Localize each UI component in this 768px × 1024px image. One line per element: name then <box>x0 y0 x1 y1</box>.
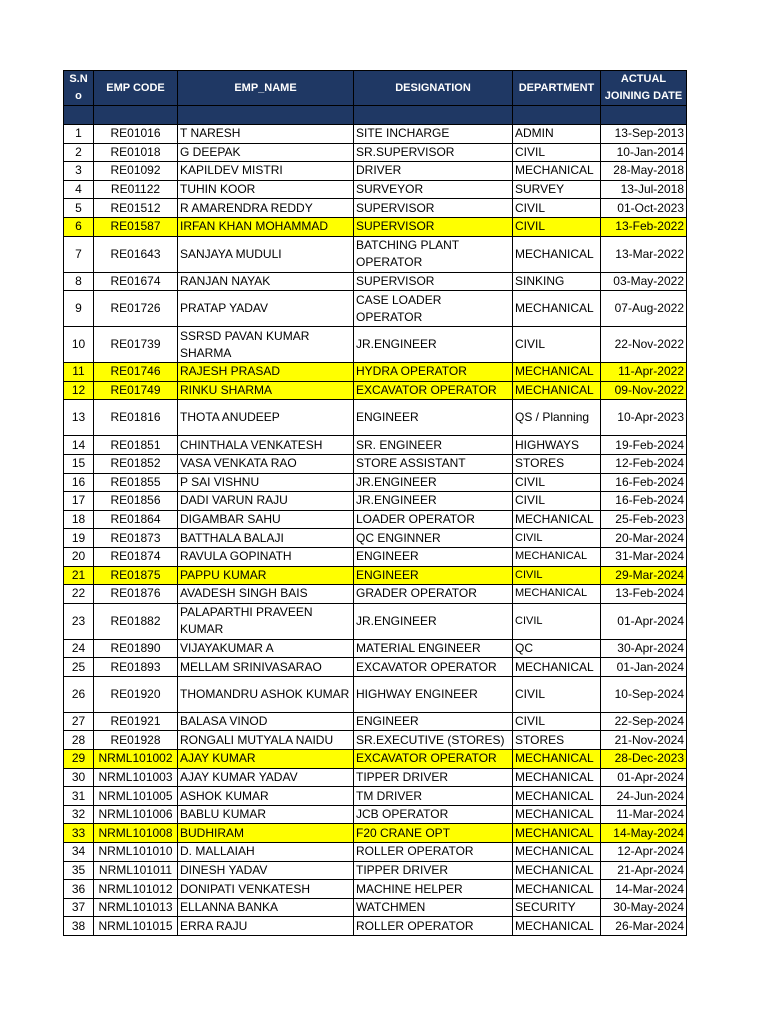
header-joining-date: ACTUAL JOINING DATE <box>601 71 687 106</box>
header-row <box>64 71 687 106</box>
cell-emp-name: BALASA VINOD <box>178 712 354 731</box>
header-sno: S.N o <box>64 71 94 106</box>
table-row <box>64 492 687 511</box>
table-row <box>64 824 687 843</box>
cell-designation: STORE ASSISTANT <box>354 454 513 473</box>
table-row <box>64 291 687 327</box>
cell-department: ADMIN <box>513 125 601 144</box>
cell-emp-code: RE01018 <box>94 143 178 162</box>
cell-sno: 1 <box>64 125 94 144</box>
cell-department: MECHANICAL <box>513 658 601 677</box>
cell-emp-code: RE01851 <box>94 436 178 455</box>
cell-joining-date: 13-Feb-2024 <box>601 585 687 604</box>
cell-department: HIGHWAYS <box>513 436 601 455</box>
cell-department: CIVIL <box>513 712 601 731</box>
cell-emp-name: BATTHALA BALAJI <box>178 529 354 548</box>
table-row <box>64 217 687 236</box>
cell-emp-name: THOTA ANUDEEP <box>178 400 354 436</box>
cell-designation: ROLLER OPERATOR <box>354 843 513 862</box>
table-row <box>64 510 687 529</box>
cell-designation: ENGINEER <box>354 400 513 436</box>
cell-sno: 35 <box>64 861 94 880</box>
cell-designation: JR.ENGINEER <box>354 327 513 363</box>
cell-emp-code: RE01856 <box>94 492 178 511</box>
cell-joining-date: 13-Sep-2013 <box>601 125 687 144</box>
table-row <box>64 805 687 824</box>
cell-emp-code: RE01092 <box>94 162 178 181</box>
cell-emp-name: VASA VENKATA RAO <box>178 454 354 473</box>
cell-emp-name: DONIPATI VENKATESH <box>178 880 354 899</box>
cell-emp-name: BABLU KUMAR <box>178 805 354 824</box>
cell-department: MECHANICAL <box>513 750 601 769</box>
cell-sno: 27 <box>64 712 94 731</box>
cell-joining-date: 29-Mar-2024 <box>601 566 687 585</box>
cell-emp-code: NRML101011 <box>94 861 178 880</box>
cell-emp-name: VIJAYAKUMAR A <box>178 639 354 658</box>
cell-emp-name: AJAY KUMAR YADAV <box>178 768 354 787</box>
table-row <box>64 750 687 769</box>
table-row <box>64 547 687 566</box>
cell-emp-code: RE01875 <box>94 566 178 585</box>
cell-joining-date: 03-May-2022 <box>601 272 687 291</box>
cell-emp-code: RE01587 <box>94 217 178 236</box>
cell-designation: ROLLER OPERATOR <box>354 917 513 936</box>
cell-sno: 3 <box>64 162 94 181</box>
cell-designation: SUPERVISOR <box>354 217 513 236</box>
cell-designation: SUPERVISOR <box>354 199 513 218</box>
table-row <box>64 143 687 162</box>
cell-joining-date: 01-Oct-2023 <box>601 199 687 218</box>
cell-department: MECHANICAL <box>513 861 601 880</box>
cell-designation: QC ENGINNER <box>354 529 513 548</box>
header-blank-cell <box>64 106 94 125</box>
cell-joining-date: 12-Apr-2024 <box>601 843 687 862</box>
cell-department: CIVIL <box>513 529 601 548</box>
header-blank-cell <box>601 106 687 125</box>
cell-sno: 36 <box>64 880 94 899</box>
cell-sno: 20 <box>64 547 94 566</box>
cell-emp-name: ELLANNA BANKA <box>178 898 354 917</box>
cell-joining-date: 01-Jan-2024 <box>601 658 687 677</box>
cell-sno: 33 <box>64 824 94 843</box>
cell-sno: 10 <box>64 327 94 363</box>
cell-department: CIVIL <box>513 327 601 363</box>
cell-emp-code: RE01874 <box>94 547 178 566</box>
cell-emp-code: NRML101008 <box>94 824 178 843</box>
cell-joining-date: 07-Aug-2022 <box>601 291 687 327</box>
cell-department: CIVIL <box>513 603 601 639</box>
cell-designation: CASE LOADER OPERATOR <box>354 291 513 327</box>
cell-emp-name: SANJAYA MUDULI <box>178 236 354 272</box>
table-row <box>64 180 687 199</box>
table-row <box>64 381 687 400</box>
cell-emp-name: MELLAM SRINIVASARAO <box>178 658 354 677</box>
cell-designation: ENGINEER <box>354 547 513 566</box>
cell-designation: SUPERVISOR <box>354 272 513 291</box>
cell-joining-date: 19-Feb-2024 <box>601 436 687 455</box>
cell-designation: EXCAVATOR OPERATOR <box>354 381 513 400</box>
cell-designation: ENGINEER <box>354 712 513 731</box>
cell-emp-name: G DEEPAK <box>178 143 354 162</box>
table-row <box>64 639 687 658</box>
cell-emp-name: KAPILDEV MISTRI <box>178 162 354 181</box>
table-row <box>64 566 687 585</box>
cell-joining-date: 01-Apr-2024 <box>601 768 687 787</box>
header-blank-cell <box>178 106 354 125</box>
cell-sno: 31 <box>64 787 94 806</box>
cell-sno: 25 <box>64 658 94 677</box>
table-row <box>64 861 687 880</box>
cell-joining-date: 30-May-2024 <box>601 898 687 917</box>
cell-designation: WATCHMEN <box>354 898 513 917</box>
cell-joining-date: 11-Mar-2024 <box>601 805 687 824</box>
cell-emp-code: RE01852 <box>94 454 178 473</box>
cell-joining-date: 13-Jul-2018 <box>601 180 687 199</box>
cell-department: CIVIL <box>513 199 601 218</box>
table-row <box>64 603 687 639</box>
table-row <box>64 236 687 272</box>
table-row <box>64 162 687 181</box>
employee-table <box>63 70 687 936</box>
cell-emp-code: RE01643 <box>94 236 178 272</box>
cell-emp-name: THOMANDRU ASHOK KUMAR <box>178 676 354 712</box>
cell-department: MECHANICAL <box>513 381 601 400</box>
cell-emp-name: RONGALI MUTYALA NAIDU <box>178 731 354 750</box>
cell-sno: 38 <box>64 917 94 936</box>
table-row <box>64 473 687 492</box>
cell-department: CIVIL <box>513 676 601 712</box>
cell-designation: HIGHWAY ENGINEER <box>354 676 513 712</box>
cell-emp-code: NRML101006 <box>94 805 178 824</box>
cell-joining-date: 28-May-2018 <box>601 162 687 181</box>
cell-emp-code: NRML101013 <box>94 898 178 917</box>
cell-designation: SR.EXECUTIVE (STORES) <box>354 731 513 750</box>
cell-emp-code: RE01893 <box>94 658 178 677</box>
cell-sno: 14 <box>64 436 94 455</box>
cell-emp-name: DINESH YADAV <box>178 861 354 880</box>
cell-department: SECURITY <box>513 898 601 917</box>
cell-department: QS / Planning <box>513 400 601 436</box>
cell-department: MECHANICAL <box>513 880 601 899</box>
cell-joining-date: 24-Jun-2024 <box>601 787 687 806</box>
cell-sno: 28 <box>64 731 94 750</box>
cell-joining-date: 16-Feb-2024 <box>601 473 687 492</box>
cell-designation: SR. ENGINEER <box>354 436 513 455</box>
cell-emp-code: RE01122 <box>94 180 178 199</box>
cell-emp-name: R AMARENDRA REDDY <box>178 199 354 218</box>
cell-sno: 16 <box>64 473 94 492</box>
cell-joining-date: 22-Nov-2022 <box>601 327 687 363</box>
cell-emp-code: RE01876 <box>94 585 178 604</box>
cell-emp-code: NRML101003 <box>94 768 178 787</box>
cell-joining-date: 13-Mar-2022 <box>601 236 687 272</box>
cell-emp-name: ERRA RAJU <box>178 917 354 936</box>
header-blank-cell <box>513 106 601 125</box>
cell-sno: 9 <box>64 291 94 327</box>
table-row <box>64 585 687 604</box>
cell-sno: 18 <box>64 510 94 529</box>
cell-emp-code: RE01928 <box>94 731 178 750</box>
cell-designation: F20 CRANE OPT <box>354 824 513 843</box>
cell-emp-name: SSRSD PAVAN KUMAR SHARMA <box>178 327 354 363</box>
cell-emp-name: CHINTHALA VENKATESH <box>178 436 354 455</box>
cell-designation: GRADER OPERATOR <box>354 585 513 604</box>
cell-emp-name: RINKU SHARMA <box>178 381 354 400</box>
cell-sno: 11 <box>64 363 94 382</box>
cell-emp-code: NRML101015 <box>94 917 178 936</box>
cell-sno: 2 <box>64 143 94 162</box>
cell-designation: TIPPER DRIVER <box>354 768 513 787</box>
header-blank-cell <box>94 106 178 125</box>
cell-sno: 15 <box>64 454 94 473</box>
cell-joining-date: 12-Feb-2024 <box>601 454 687 473</box>
cell-emp-code: RE01921 <box>94 712 178 731</box>
cell-designation: MACHINE HELPER <box>354 880 513 899</box>
cell-joining-date: 28-Dec-2023 <box>601 750 687 769</box>
table-row <box>64 400 687 436</box>
cell-sno: 8 <box>64 272 94 291</box>
cell-sno: 37 <box>64 898 94 917</box>
cell-sno: 29 <box>64 750 94 769</box>
cell-designation: JR.ENGINEER <box>354 492 513 511</box>
cell-emp-code: RE01726 <box>94 291 178 327</box>
table-row <box>64 898 687 917</box>
cell-joining-date: 13-Feb-2022 <box>601 217 687 236</box>
cell-emp-code: RE01016 <box>94 125 178 144</box>
header-emp-code: EMP CODE <box>94 71 178 106</box>
cell-joining-date: 11-Apr-2022 <box>601 363 687 382</box>
cell-department: QC <box>513 639 601 658</box>
cell-department: MECHANICAL <box>513 236 601 272</box>
cell-designation: HYDRA OPERATOR <box>354 363 513 382</box>
table-row <box>64 843 687 862</box>
table-row <box>64 712 687 731</box>
header-emp-name: EMP_NAME <box>178 71 354 106</box>
cell-emp-code: NRML101012 <box>94 880 178 899</box>
cell-sno: 22 <box>64 585 94 604</box>
cell-sno: 6 <box>64 217 94 236</box>
cell-department: SINKING <box>513 272 601 291</box>
cell-emp-code: RE01882 <box>94 603 178 639</box>
cell-emp-code: RE01512 <box>94 199 178 218</box>
cell-sno: 21 <box>64 566 94 585</box>
cell-designation: BATCHING PLANT OPERATOR <box>354 236 513 272</box>
cell-emp-name: PRATAP YADAV <box>178 291 354 327</box>
cell-designation: JR.ENGINEER <box>354 603 513 639</box>
cell-emp-code: RE01749 <box>94 381 178 400</box>
cell-designation: SR.SUPERVISOR <box>354 143 513 162</box>
cell-department: SURVEY <box>513 180 601 199</box>
cell-emp-code: NRML101005 <box>94 787 178 806</box>
cell-emp-name: PALAPARTHI PRAVEEN KUMAR <box>178 603 354 639</box>
cell-joining-date: 14-May-2024 <box>601 824 687 843</box>
cell-emp-name: BUDHIRAM <box>178 824 354 843</box>
cell-sno: 12 <box>64 381 94 400</box>
cell-designation: SURVEYOR <box>354 180 513 199</box>
table-row <box>64 436 687 455</box>
table-row <box>64 880 687 899</box>
table-row <box>64 676 687 712</box>
cell-emp-code: RE01746 <box>94 363 178 382</box>
cell-department: MECHANICAL <box>513 824 601 843</box>
cell-designation: LOADER OPERATOR <box>354 510 513 529</box>
cell-designation: MATERIAL ENGINEER <box>354 639 513 658</box>
cell-joining-date: 01-Apr-2024 <box>601 603 687 639</box>
cell-emp-code: RE01873 <box>94 529 178 548</box>
cell-emp-code: RE01855 <box>94 473 178 492</box>
cell-joining-date: 25-Feb-2023 <box>601 510 687 529</box>
cell-sno: 4 <box>64 180 94 199</box>
cell-joining-date: 09-Nov-2022 <box>601 381 687 400</box>
cell-department: STORES <box>513 454 601 473</box>
cell-sno: 24 <box>64 639 94 658</box>
cell-joining-date: 30-Apr-2024 <box>601 639 687 658</box>
cell-emp-name: TUHIN KOOR <box>178 180 354 199</box>
table-body <box>64 125 687 936</box>
cell-department: MECHANICAL <box>513 291 601 327</box>
cell-sno: 30 <box>64 768 94 787</box>
header-department: DEPARTMENT <box>513 71 601 106</box>
cell-emp-code: RE01920 <box>94 676 178 712</box>
cell-sno: 32 <box>64 805 94 824</box>
cell-emp-code: RE01890 <box>94 639 178 658</box>
header-blank-row <box>64 106 687 125</box>
table-row <box>64 454 687 473</box>
cell-sno: 13 <box>64 400 94 436</box>
cell-department: MECHANICAL <box>513 843 601 862</box>
cell-department: MECHANICAL <box>513 547 601 566</box>
cell-designation: EXCAVATOR OPERATOR <box>354 658 513 677</box>
table-row <box>64 529 687 548</box>
cell-emp-code: RE01816 <box>94 400 178 436</box>
cell-department: MECHANICAL <box>513 162 601 181</box>
cell-emp-name: RAVULA GOPINATH <box>178 547 354 566</box>
cell-emp-name: D. MALLAIAH <box>178 843 354 862</box>
cell-designation: TM DRIVER <box>354 787 513 806</box>
cell-emp-name: IRFAN KHAN MOHAMMAD <box>178 217 354 236</box>
cell-emp-code: RE01674 <box>94 272 178 291</box>
cell-joining-date: 16-Feb-2024 <box>601 492 687 511</box>
cell-sno: 17 <box>64 492 94 511</box>
cell-department: CIVIL <box>513 143 601 162</box>
cell-department: CIVIL <box>513 473 601 492</box>
table-row <box>64 327 687 363</box>
cell-department: CIVIL <box>513 566 601 585</box>
cell-joining-date: 21-Nov-2024 <box>601 731 687 750</box>
cell-emp-code: RE01739 <box>94 327 178 363</box>
cell-emp-code: RE01864 <box>94 510 178 529</box>
cell-joining-date: 10-Apr-2023 <box>601 400 687 436</box>
table-row <box>64 768 687 787</box>
cell-sno: 19 <box>64 529 94 548</box>
cell-department: MECHANICAL <box>513 510 601 529</box>
table-row <box>64 199 687 218</box>
cell-sno: 26 <box>64 676 94 712</box>
cell-designation: SITE INCHARGE <box>354 125 513 144</box>
cell-designation: ENGINEER <box>354 566 513 585</box>
cell-designation: JCB OPERATOR <box>354 805 513 824</box>
cell-joining-date: 26-Mar-2024 <box>601 917 687 936</box>
header-designation: DESIGNATION <box>354 71 513 106</box>
cell-designation: EXCAVATOR OPERATOR <box>354 750 513 769</box>
cell-emp-name: RANJAN NAYAK <box>178 272 354 291</box>
cell-designation: DRIVER <box>354 162 513 181</box>
cell-emp-name: AVADESH SINGH BAIS <box>178 585 354 604</box>
cell-joining-date: 22-Sep-2024 <box>601 712 687 731</box>
cell-joining-date: 31-Mar-2024 <box>601 547 687 566</box>
cell-joining-date: 20-Mar-2024 <box>601 529 687 548</box>
cell-emp-name: ASHOK KUMAR <box>178 787 354 806</box>
cell-department: MECHANICAL <box>513 917 601 936</box>
table-row <box>64 363 687 382</box>
cell-emp-name: DADI VARUN RAJU <box>178 492 354 511</box>
cell-department: MECHANICAL <box>513 805 601 824</box>
cell-joining-date: 10-Sep-2024 <box>601 676 687 712</box>
table-row <box>64 125 687 144</box>
cell-joining-date: 21-Apr-2024 <box>601 861 687 880</box>
table-row <box>64 731 687 750</box>
table-row <box>64 658 687 677</box>
header-blank-cell <box>354 106 513 125</box>
table-row <box>64 917 687 936</box>
cell-emp-name: RAJESH PRASAD <box>178 363 354 382</box>
cell-department: STORES <box>513 731 601 750</box>
cell-department: MECHANICAL <box>513 768 601 787</box>
cell-emp-name: DIGAMBAR SAHU <box>178 510 354 529</box>
table-row <box>64 787 687 806</box>
cell-department: MECHANICAL <box>513 585 601 604</box>
table-row <box>64 272 687 291</box>
cell-designation: JR.ENGINEER <box>354 473 513 492</box>
cell-department: MECHANICAL <box>513 363 601 382</box>
cell-emp-name: T NARESH <box>178 125 354 144</box>
cell-emp-code: NRML101002 <box>94 750 178 769</box>
cell-department: CIVIL <box>513 217 601 236</box>
cell-emp-name: AJAY KUMAR <box>178 750 354 769</box>
cell-sno: 7 <box>64 236 94 272</box>
cell-joining-date: 14-Mar-2024 <box>601 880 687 899</box>
cell-sno: 23 <box>64 603 94 639</box>
cell-sno: 34 <box>64 843 94 862</box>
cell-department: CIVIL <box>513 492 601 511</box>
cell-emp-name: P SAI VISHNU <box>178 473 354 492</box>
cell-sno: 5 <box>64 199 94 218</box>
cell-emp-code: NRML101010 <box>94 843 178 862</box>
cell-department: MECHANICAL <box>513 787 601 806</box>
cell-emp-name: PAPPU KUMAR <box>178 566 354 585</box>
cell-joining-date: 10-Jan-2014 <box>601 143 687 162</box>
cell-designation: TIPPER DRIVER <box>354 861 513 880</box>
